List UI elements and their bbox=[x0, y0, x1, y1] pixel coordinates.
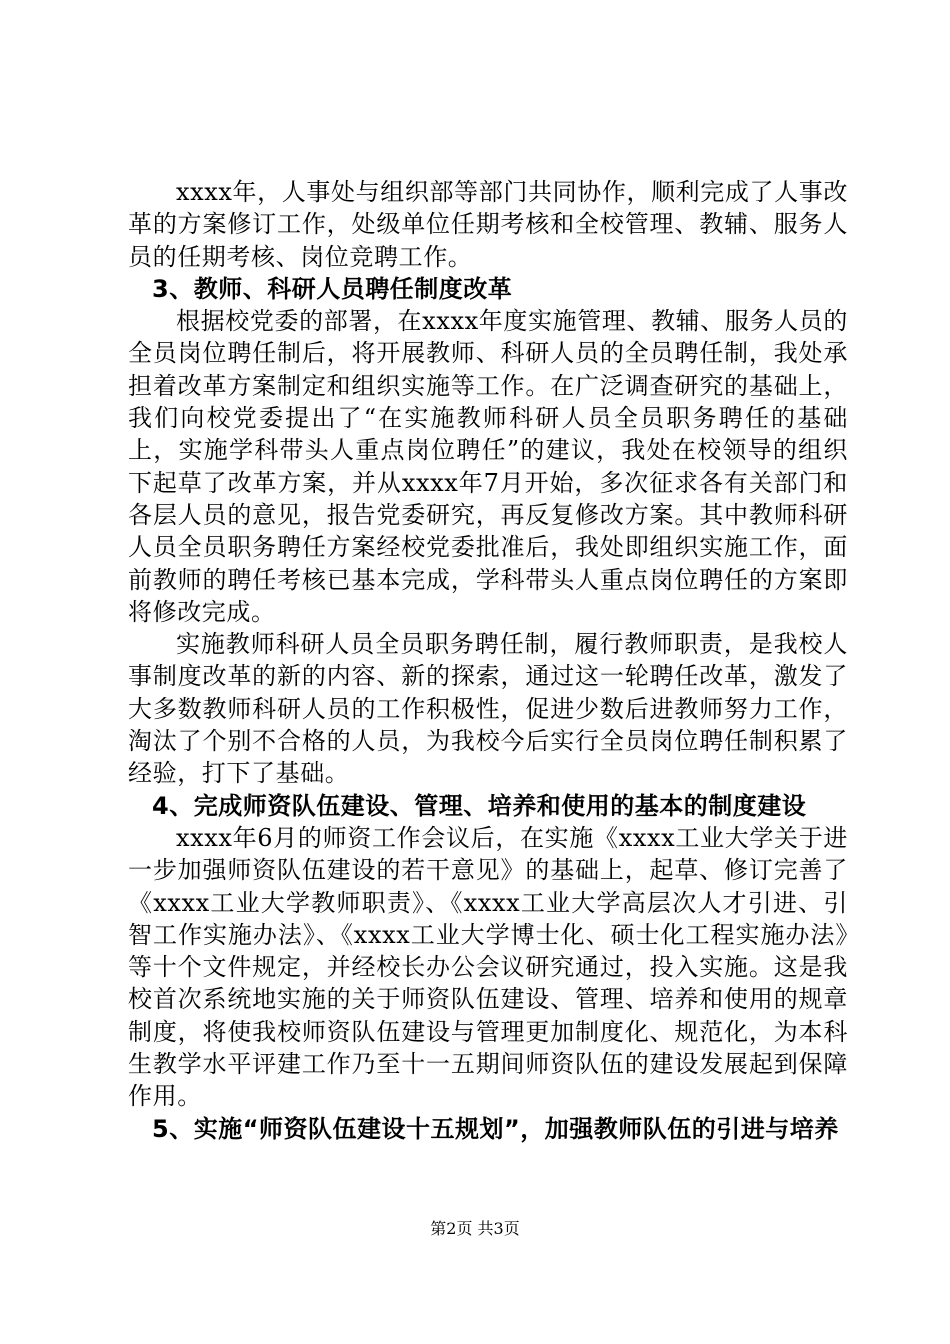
section-heading-5: 5、实施“师资队伍建设十五规划”，加强教师队伍的引进与培养 bbox=[152, 1114, 839, 1143]
paragraph-faculty-regulations: xxxx年6月的师资工作会议后，在实施《xxxx工业大学关于进一步加强师资队伍建设的若干意见》的基础上，起草、修订完善了《xxxx工业大学教师职责》、《xxxx工业大学高层次人才引进、引智工作实施办法》、《xxxx工业大学博士化、硕士化工程实施办法》等十个文件规定，并经校长办公会议研究通过，投入实施。这是我校首次系统地实施的关于师资队伍建设、管理、培养和使用的规章制度，将使我校师资队伍建设与管理更加制度化、规范化，为本科生教学水平评建工作乃至十一五期间师资队伍的建设发展起到保障作用。 bbox=[128, 823, 848, 1111]
document-body bbox=[128, 176, 848, 1145]
page-number-footer: 第2页 共3页 bbox=[430, 1219, 520, 1238]
paragraph-personnel-reform: xxxx年，人事处与组织部等部门共同协作，顺利完成了人事改革的方案修订工作，处级单位任期考核和全校管理、教辅、服务人员的任期考核、岗位竞聘工作。 bbox=[128, 178, 848, 271]
paragraph-appointment-results: 实施教师科研人员全员职务聘任制，履行教师职责，是我校人事制度改革的新的内容、新的探索，通过这一轮聘任改革，激发了大多数教师科研人员的工作积极性，促进少数后进教师努力工作，淘汰了个别不合格的人员，为我校今后实行全员岗位聘任制积累了经验，打下了基础。 bbox=[128, 630, 848, 788]
paragraph-appointment-reform: 根据校党委的部署，在xxxx年度实施管理、教辅、服务人员的全员岗位聘任制后，将开展教师、科研人员的全员聘任制，我处承担着改革方案制定和组织实施等工作。在广泛调查研究的基础上，我们向校党委提出了“在实施教师科研人员全员职务聘任的基础上，实施学科带头人重点岗位聘任”的建议，我处在校领导的组织下起草了改革方案，并从xxxx年7月开始，多次征求各有关部门和各层人员的意见，报告党委研究，再反复修改方案。其中教师科研人员全员职务聘任方案经校党委批准后，我处即组织实施工作，面前教师的聘任考核已基本完成，学科带头人重点岗位聘任的方案即将修改完成。 bbox=[128, 307, 848, 626]
section-heading-4: 4、完成师资队伍建设、管理、培养和使用的基本的制度建设 bbox=[152, 791, 807, 820]
section-heading-3: 3、教师、科研人员聘任制度改革 bbox=[152, 274, 513, 303]
